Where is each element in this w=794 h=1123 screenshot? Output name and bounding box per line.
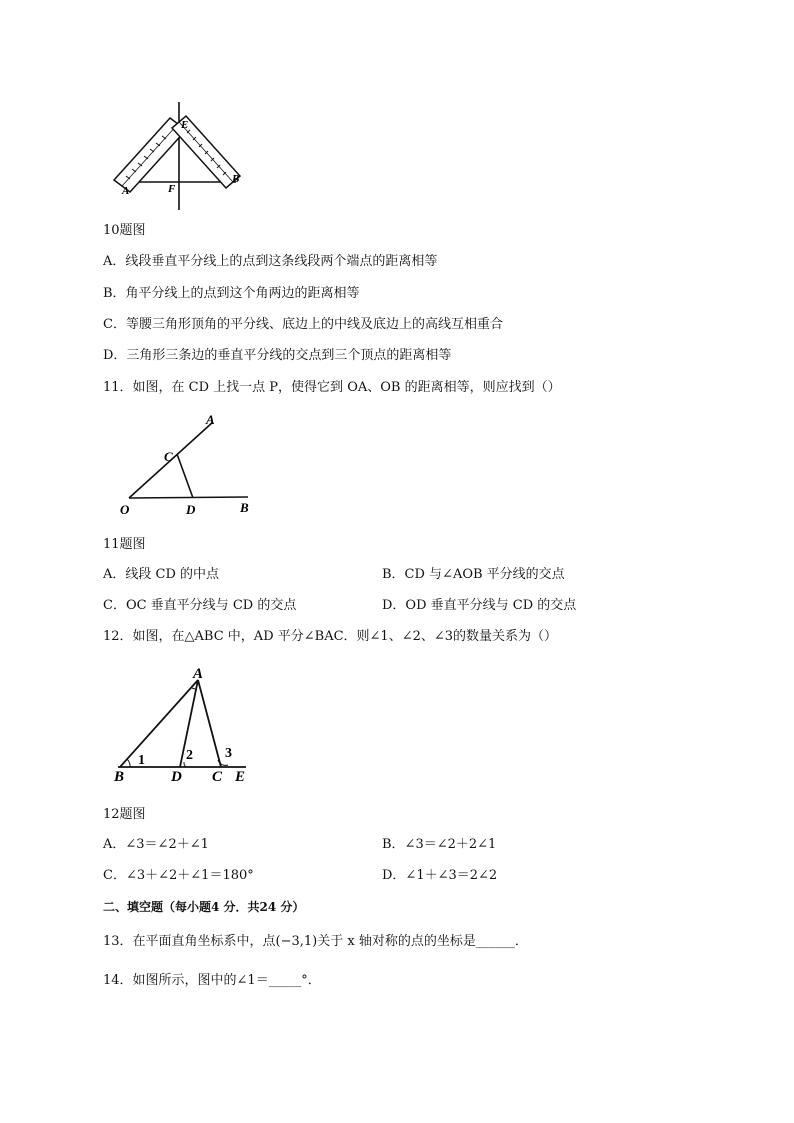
q10-label-A: A [122,185,130,197]
section-2-heading: 二、填空题（每小题4 分．共24 分） [103,900,305,914]
q11-figure [116,410,260,520]
q11-ray-OB [129,497,248,498]
q12-label-three: 3 [225,746,232,761]
q10-option-b: B．角平分线上的点到这个角两边的距离相等 [103,286,360,301]
q10-caption: 10题图 [103,223,146,238]
q10-label-F: F [168,183,176,195]
q12-option-b: B．∠3＝∠2＋2∠1 [382,837,497,852]
q11-option-b: B．CD 与∠AOB 平分线的交点 [382,567,565,582]
q11-label-D: D [186,502,196,517]
q10-figure [108,100,248,212]
q10-option-d: D．三角形三条边的垂直平分线的交点到三个顶点的距离相等 [103,348,452,363]
q11-option-d: D．OD 垂直平分线与 CD 的交点 [382,598,577,613]
q12-option-a: A．∠3＝∠2＋∠1 [103,837,209,852]
q10-label-B: B [232,173,240,185]
q12-label-C: C [212,769,223,785]
q11-label-C: C [164,449,173,464]
q11-label-O: O [120,502,130,517]
q10-option-a: A．线段垂直平分线上的点到这条线段两个端点的距离相等 [103,254,438,269]
q12-label-two: 2 [186,748,193,763]
q11-option-c: C．OC 垂直平分线与 CD 的交点 [103,598,297,613]
q13-stem: 13．在平面直角坐标系中，点(−3,1)关于 x 轴对称的点的坐标是______． [103,934,528,949]
q12-label-D: D [171,769,182,785]
q14-stem: 14．如图所示，图中的∠1＝_____°． [103,973,321,988]
q12-figure [108,660,258,788]
q10-label-E: E [181,119,189,131]
q12-label-A: A [193,666,204,682]
q12-label-E: E [235,769,246,785]
q12-label-one: 1 [138,753,145,768]
q12-option-d: D．∠1＋∠3＝2∠2 [382,868,498,883]
q11-caption: 11题图 [103,537,146,552]
q12-option-c: C．∠3＋∠2＋∠1＝180° [103,868,254,883]
q12-label-B: B [114,769,125,785]
q11-segment-CD [177,454,193,498]
q11-option-a: A．线段 CD 的中点 [103,567,220,582]
q10-option-c: C．等腰三角形顶角的平分线、底边上的中线及底边上的高线互相重合 [103,317,503,332]
q11-stem: 11．如图，在 CD 上找一点 P，使得它到 OA、OB 的距离相等，则应找到（） [103,380,561,395]
q12-side-AC [198,680,221,767]
q11-label-B: B [240,500,249,515]
q11-label-A: A [206,412,215,427]
q12-stem: 12．如图，在△ABC 中，AD 平分∠BAC．则∠1、∠2、∠3的数量关系为（） [103,629,558,644]
q12-caption: 12题图 [103,807,146,822]
